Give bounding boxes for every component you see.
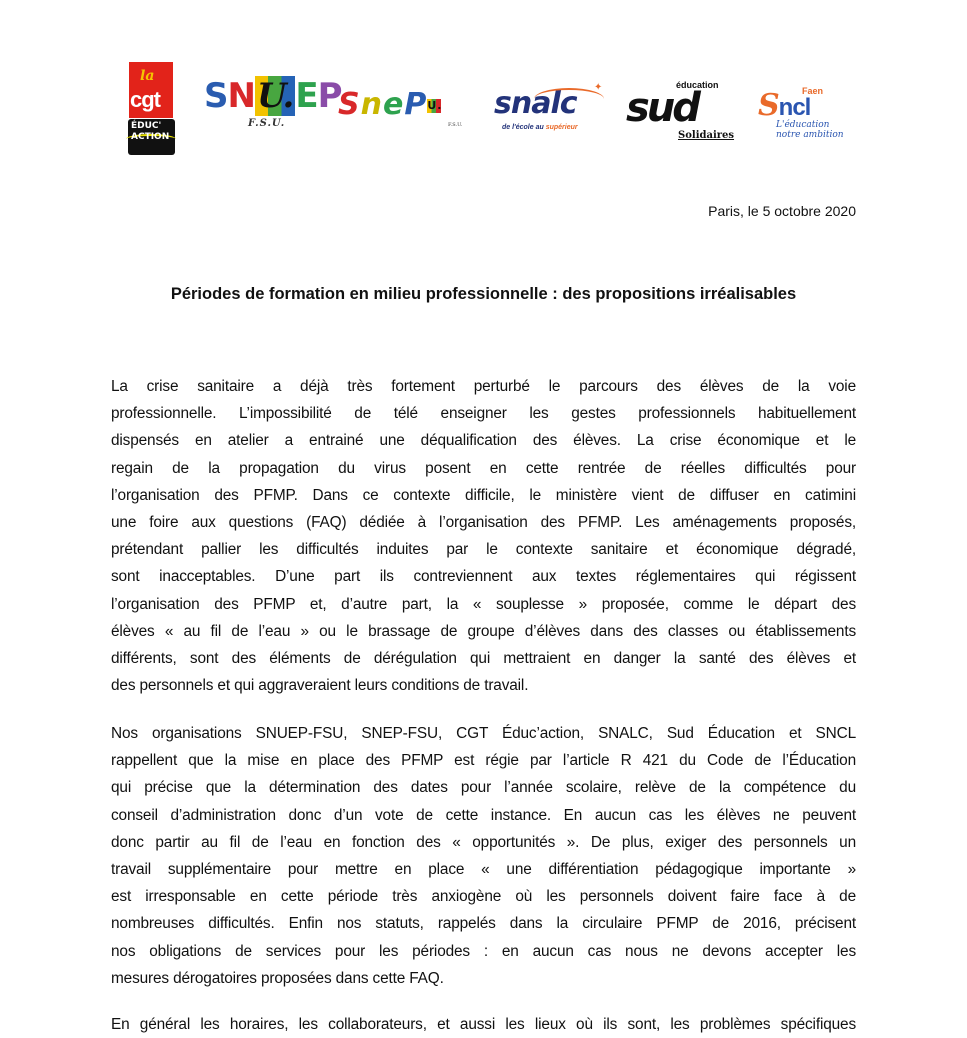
sncl-tagline-1: L'éducation [776, 120, 830, 130]
text-line: professionnelle. L’impossibilité de télé enseigner les gestes professionnels habituellement [111, 405, 856, 423]
sncl-wordmark [758, 88, 811, 123]
snep-fsu-badge: U. [427, 98, 443, 112]
text-line: Nos organisations SNUEP-FSU, SNEP-FSU, CGT Éduc’action, SNALC, Sud Éducation et SNCL [111, 725, 856, 742]
text-line: En général les horaires, les collaborateurs, et aussi les lieux où ils sont, les problèmes spécifiques [111, 1016, 856, 1033]
snalc-tagline-b: supérieur [545, 124, 578, 131]
text-line: élèves « au fil de l’eau » ou le brassage de groupe d’élèves dans des classes ou établissements [111, 622, 856, 640]
sncl-letter-s: S [758, 88, 779, 123]
snep-letter-p: P [404, 87, 428, 122]
sud-solidaires-text: Solidaires [678, 130, 735, 141]
sncl-faen-text: Faen [802, 86, 824, 96]
paragraph-3-partial [111, 1011, 856, 1038]
snuep-letter-p: P [317, 76, 342, 116]
logo-cgt-educaction [126, 62, 176, 156]
text-line: une foire aux questions (FAQ) dédiée à l’organisation des PFMP. Les aménagements proposés, [111, 513, 856, 531]
text-line: nombreuses difficultés. Enfin nos statuts, rappelés dans la circulaire PFMP de 2016, précisent [111, 915, 856, 933]
snep-letter-e: e [382, 87, 405, 122]
logo-sud-education [626, 80, 735, 146]
document-date: Paris, le 5 octobre 2020 [708, 203, 856, 219]
text-line: regain de la propagation du virus posent en cette rentrée de réelles difficultés pour [111, 459, 856, 477]
snuep-fsu-text: F.S.U. [248, 118, 286, 129]
text-line: donc partir au fil de l’eau en fonction des « opportunités ». De plus, exiger des personnels un [111, 833, 856, 851]
sud-wordmark: sud [626, 85, 698, 131]
sncl-tagline-2: notre ambition [776, 130, 844, 140]
text-line: conseil d’administration donc d’un vote de cette instance. En aucun cas les élèves ne peuvent [111, 806, 856, 824]
text-line: nos obligations de services pour les périodes : en aucun cas nous ne devons accepter les [111, 942, 856, 960]
text-line: dispensés en atelier a entrainé une déqualification des élèves. La crise économique et le [111, 432, 856, 450]
snuep-letter-e: E [295, 76, 318, 116]
text-line: mesures dérogatoires proposées dans cette FAQ. [111, 969, 444, 987]
snalc-wordmark: snalc [494, 86, 577, 121]
snuep-letter-u: U. [256, 76, 294, 116]
cgt-educaction-text: ÉDUC' ACTION [131, 121, 170, 142]
text-line: l’organisation des PFMP et, d’autre part, la « souplesse » proposée, comme le départ des [111, 595, 856, 613]
text-line: qui précise que la détermination des dates pour l’année scolaire, relève de la compétence du [111, 779, 856, 797]
document-title: Périodes de formation en milieu professionnelle : des propositions irréalisables [170, 285, 797, 303]
snalc-tagline [502, 124, 578, 131]
cgt-text: cgt [130, 87, 160, 112]
text-line: La crise sanitaire a déjà très fortement perturbé le parcours des élèves de la voie [111, 378, 856, 395]
snalc-star-icon: ✦ [594, 82, 603, 93]
logo-sncl-faen [758, 86, 848, 146]
cgt-la-text: la [140, 68, 155, 84]
text-line: prétendant pallier les difficultés induites par le contexte sanitaire et économique dégradé, [111, 541, 856, 559]
logo-snuep-fsu [204, 76, 342, 142]
snuep-letter-s: S [204, 76, 228, 116]
logo-snalc [494, 82, 604, 138]
text-line: sont inacceptables. D’une part ils contreviennent aux textes réglementaires qui régissent [111, 568, 856, 586]
text-line: différents, sont des éléments de dérégulation qui mettraient en danger la santé des élèves et [111, 649, 856, 667]
snalc-tagline-a: de l'école au [502, 124, 546, 131]
logo-snep-fsu [338, 88, 468, 138]
snep-wordmark [338, 88, 468, 122]
sud-education-text: éducation [676, 80, 719, 90]
sncl-tagline [776, 120, 844, 140]
sncl-letters-ncl: ncl [778, 94, 811, 121]
text-line: rappellent que la mise en place des PFMP est régie par l’article R 421 du Code de l’Éducation [111, 752, 856, 770]
snuep-wordmark [204, 76, 342, 116]
text-line: travail supplémentaire pour mettre en place « une différentiation pédagogique importante » [111, 860, 856, 878]
text-line: des personnels et qui aggraveraient leurs conditions de travail. [111, 677, 529, 695]
snuep-letter-n: N [227, 76, 255, 116]
text-line: est irresponsable en cette période très anxiogène où les personnels doivent faire face à de [111, 888, 856, 906]
paragraph-2 [111, 720, 856, 992]
snep-letter-s: S [338, 87, 361, 122]
snep-letter-n: n [360, 87, 383, 122]
paragraph-1 [111, 373, 856, 699]
union-logos-row [126, 62, 846, 158]
text-line: l’organisation des PFMP. Dans ce contexte difficile, le ministère vient de diffuser en catimini [111, 486, 856, 504]
snep-fsu-text: F.S.U. [448, 122, 463, 128]
